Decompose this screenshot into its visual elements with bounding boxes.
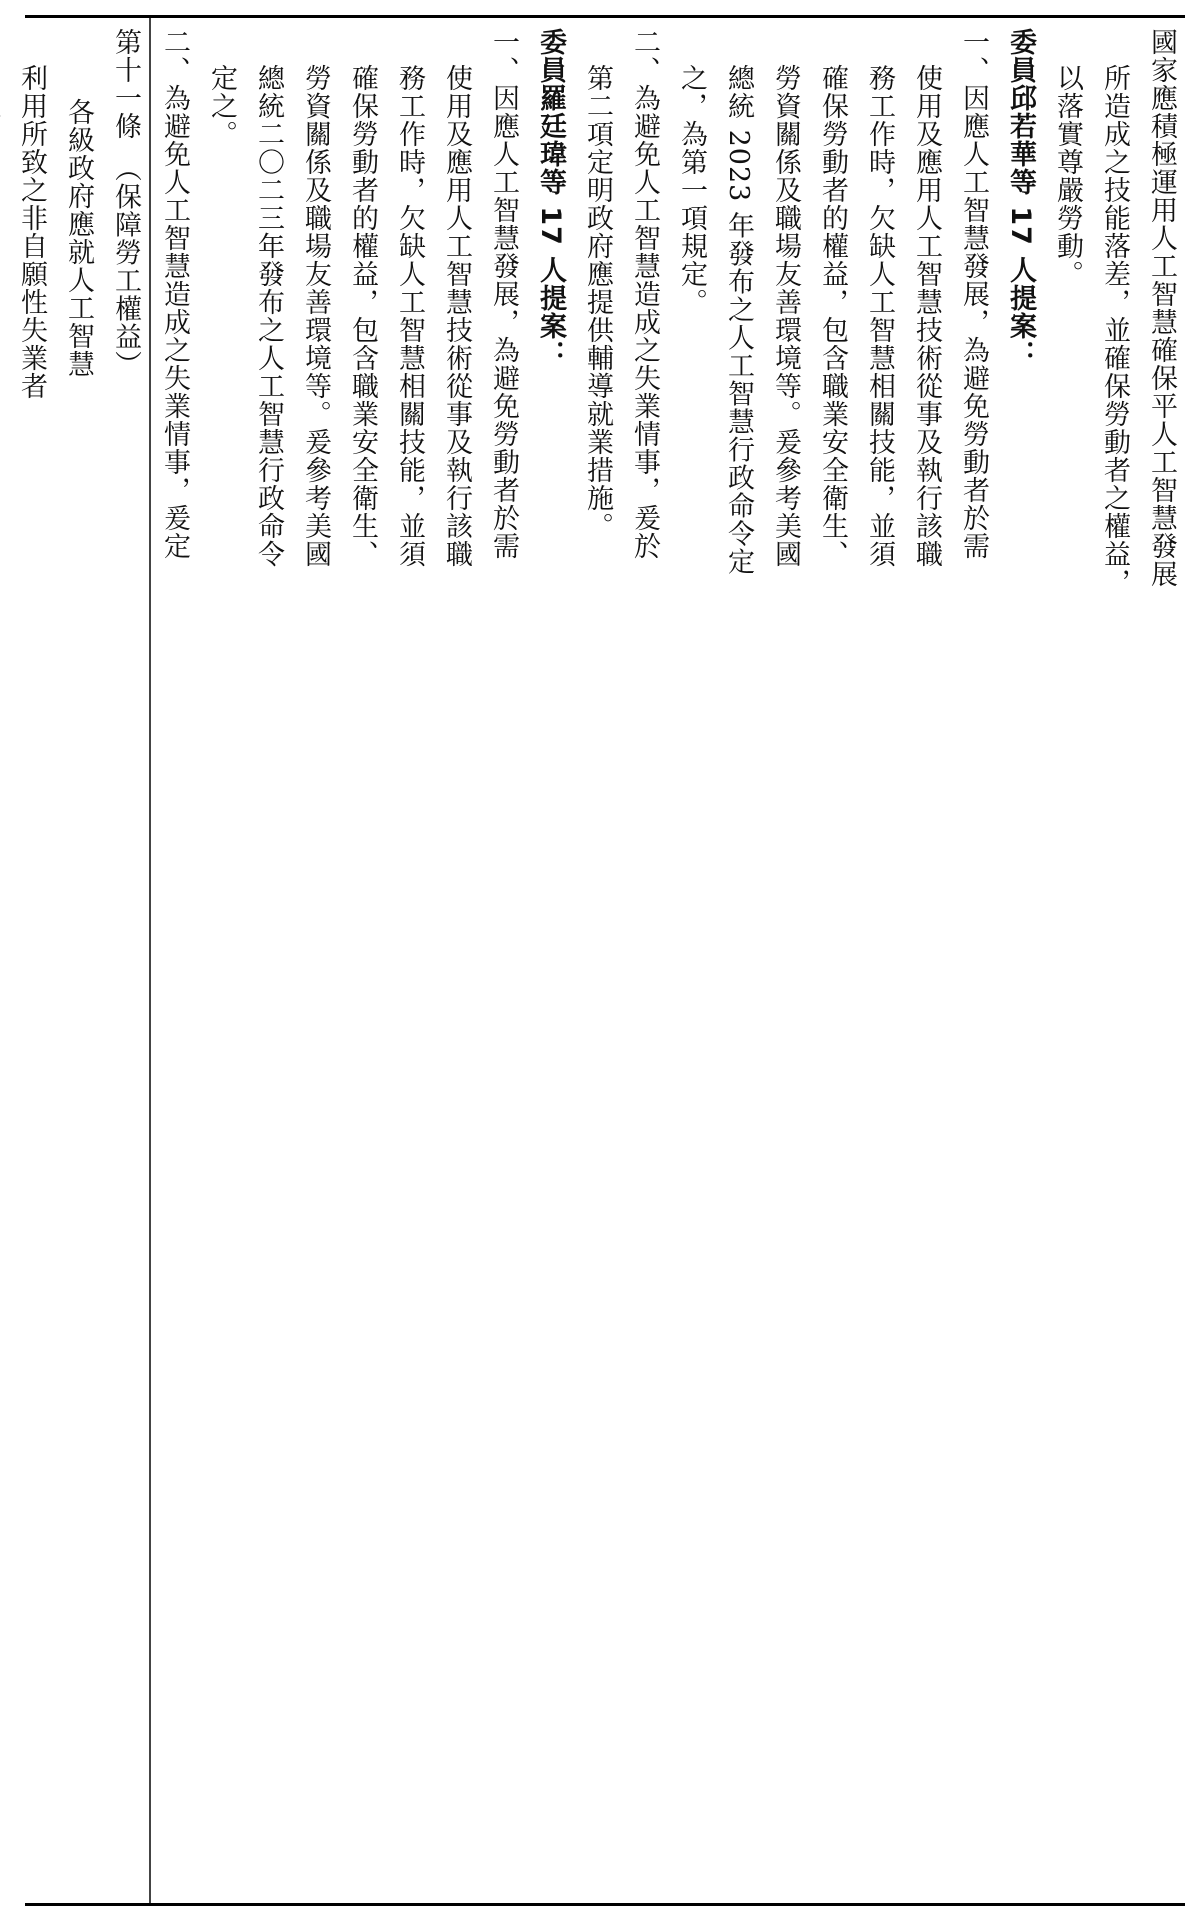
text-line: 務工作時，欠缺人工智慧相關技能，並須 <box>394 64 425 568</box>
text-line: 總統 2023 年發布之人工智慧行政命令定 <box>723 64 754 576</box>
text-line: 使用及應用人工智慧技術從事及執行該職 <box>911 64 942 568</box>
text-line: 利用所致之非自願性失業者 <box>16 64 47 400</box>
text-line <box>0 18 8 1903</box>
text-line: 定之。 <box>206 64 237 148</box>
text-line: 一、因應人工智慧發展，為避免勞動者於需 <box>488 28 519 560</box>
text-line: 第十一條 （保障勞工權益） <box>110 28 141 379</box>
text-line: 國家應積極運用人工智慧確保平人工智慧發展 <box>1146 28 1177 588</box>
text-line: 一、因應人工智慧發展，為避免勞動者於需 <box>958 28 989 560</box>
text-line: 二、為避免人工智慧造成之失業情事，爰於 <box>629 28 660 560</box>
text-line: 二、為避免人工智慧造成之失業情事，爰定 <box>159 28 190 560</box>
text-line: 第二項定明政府應提供輔導就業措施。 <box>582 64 613 540</box>
text-line: 各級政府應就人工智慧 <box>63 98 94 378</box>
text-line: 所造成之技能落差，並確保勞動者之權益， <box>1099 64 1130 596</box>
table-column <box>0 18 149 1903</box>
table-column <box>149 18 1185 1903</box>
text-line: 務工作時，欠缺人工智慧相關技能，並須 <box>864 64 895 568</box>
text-line: 以落實尊嚴勞動。 <box>1052 64 1083 288</box>
text-line: 確保勞動者的權益，包含職業安全衛生、 <box>817 64 848 568</box>
proposal-heading: 委員羅廷瑋等 17 人提案： <box>535 28 566 369</box>
text-line: 使用及應用人工智慧技術從事及執行該職 <box>441 64 472 568</box>
comparison-table <box>16 15 1185 1906</box>
text-line: 確保勞動者的權益，包含職業安全衛生、 <box>347 64 378 568</box>
text-line: 勞資關係及職場友善環境等。爰參考美國 <box>770 64 801 568</box>
text-line: 勞資關係及職場友善環境等。爰參考美國 <box>300 64 331 568</box>
proposal-heading: 委員邱若華等 17 人提案： <box>1005 28 1036 369</box>
text-line: 總統二〇二三年發布之人工智慧行政命令 <box>253 64 284 568</box>
text-line: 之，為第一項規定。 <box>676 64 707 316</box>
